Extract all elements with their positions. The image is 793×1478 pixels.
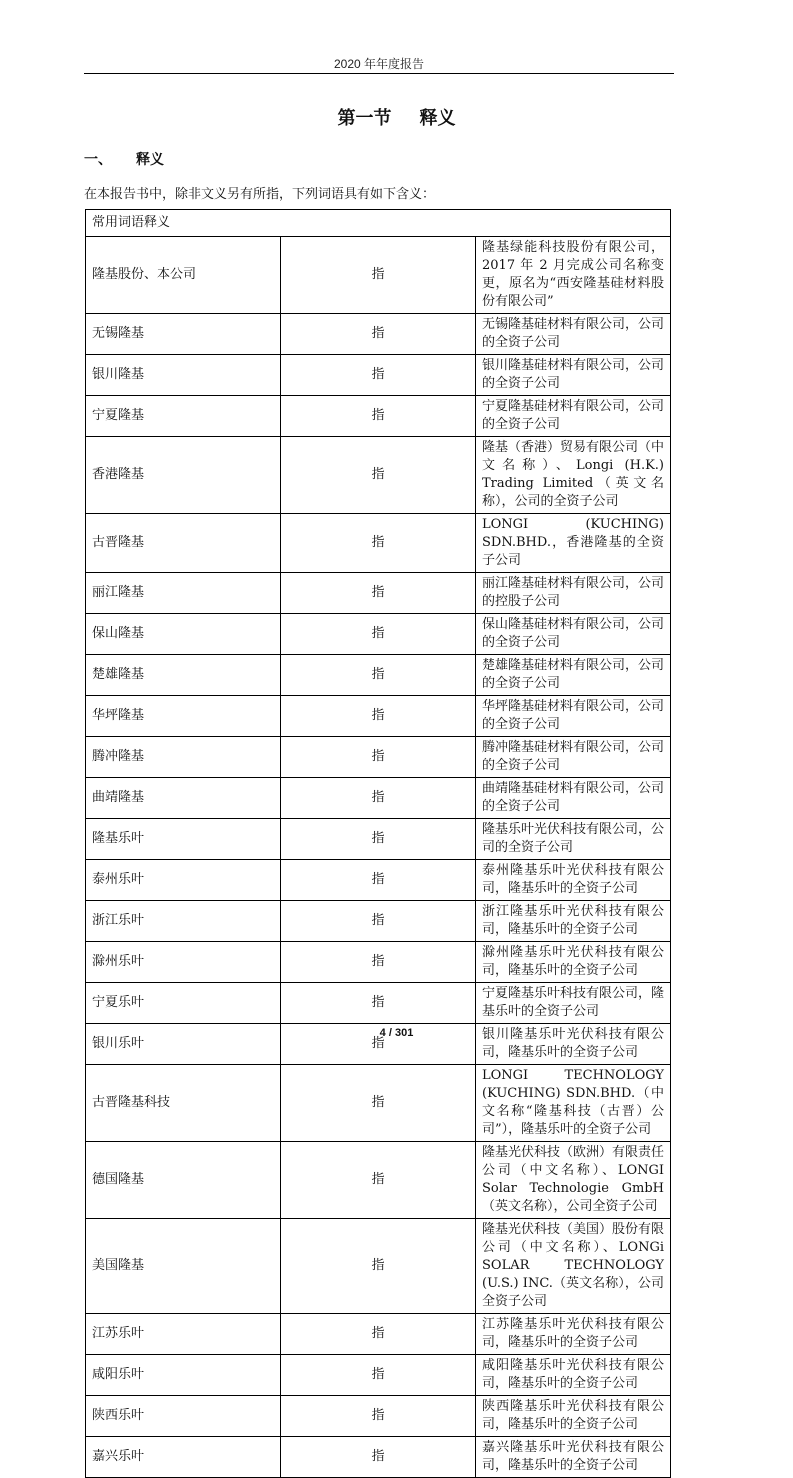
term-cell: 隆基股份、本公司 [86, 237, 281, 314]
table-row [86, 514, 671, 573]
term-cell: 滁州乐叶 [86, 942, 281, 983]
term-cell: 美国隆基 [86, 1219, 281, 1314]
definition-cell: 银川隆基硅材料有限公司，公司的全资子公司 [476, 355, 671, 396]
section-title [0, 104, 793, 130]
term-cell: 银川乐叶 [86, 1024, 281, 1065]
term-cell: 丽江隆基 [86, 573, 281, 614]
table-row [86, 942, 671, 983]
term-cell: 保山隆基 [86, 614, 281, 655]
definitions-table [85, 209, 671, 1478]
term-cell: 古晋隆基科技 [86, 1065, 281, 1142]
refers-cell: 指 [281, 1355, 476, 1396]
table-row [86, 819, 671, 860]
table-row [86, 437, 671, 514]
definition-cell: 隆基乐叶光伏科技有限公司，公司的全资子公司 [476, 819, 671, 860]
definition-cell: 江苏隆基乐叶光伏科技有限公司，隆基乐叶的全资子公司 [476, 1314, 671, 1355]
refers-cell: 指 [281, 901, 476, 942]
definition-cell: 隆基光伏科技（美国）股份有限公司（中文名称）、LONGi SOLAR TECHNOLOGY (U.S.) INC.（英文名称），公司全资子公司 [476, 1219, 671, 1314]
refers-cell: 指 [281, 1219, 476, 1314]
table-row [86, 237, 671, 314]
table-row [86, 614, 671, 655]
table-row [86, 1314, 671, 1355]
definition-cell: 宁夏隆基硅材料有限公司，公司的全资子公司 [476, 396, 671, 437]
term-cell: 江苏乐叶 [86, 1314, 281, 1355]
table-row [86, 655, 671, 696]
table-row [86, 1437, 671, 1478]
refers-cell: 指 [281, 942, 476, 983]
term-cell: 嘉兴乐叶 [86, 1437, 281, 1478]
term-cell: 曲靖隆基 [86, 778, 281, 819]
subsection-name: 释义 [136, 152, 164, 168]
table-row [86, 1396, 671, 1437]
definition-cell: 隆基光伏科技（欧洲）有限责任公司（中文名称）、LONGI Solar Technologie GmbH（英文名称），公司全资子公司 [476, 1142, 671, 1219]
refers-cell: 指 [281, 1314, 476, 1355]
term-cell: 泰州乐叶 [86, 860, 281, 901]
term-cell: 浙江乐叶 [86, 901, 281, 942]
table-row [86, 1065, 671, 1142]
term-cell: 古晋隆基 [86, 514, 281, 573]
refers-cell: 指 [281, 614, 476, 655]
definition-cell: 宁夏隆基乐叶科技有限公司，隆基乐叶的全资子公司 [476, 983, 671, 1024]
table-row [86, 1355, 671, 1396]
definition-cell: 腾冲隆基硅材料有限公司，公司的全资子公司 [476, 737, 671, 778]
definition-cell: 嘉兴隆基乐叶光伏科技有限公司，隆基乐叶的全资子公司 [476, 1437, 671, 1478]
definition-cell: 无锡隆基硅材料有限公司，公司的全资子公司 [476, 314, 671, 355]
refers-cell: 指 [281, 737, 476, 778]
term-cell: 陕西乐叶 [86, 1396, 281, 1437]
table-row [86, 860, 671, 901]
subsection-heading [84, 149, 164, 169]
refers-cell: 指 [281, 314, 476, 355]
term-cell: 香港隆基 [86, 437, 281, 514]
term-cell: 楚雄隆基 [86, 655, 281, 696]
refers-cell: 指 [281, 696, 476, 737]
definition-cell: 隆基（香港）贸易有限公司（中文名称）、Longi (H.K.) Trading Limited（英文名称），公司的全资子公司 [476, 437, 671, 514]
table-row [86, 573, 671, 614]
table-header: 常用词语释义 [86, 210, 671, 237]
term-cell: 华坪隆基 [86, 696, 281, 737]
refers-cell: 指 [281, 1024, 476, 1065]
header-divider [84, 73, 674, 74]
term-cell: 咸阳乐叶 [86, 1355, 281, 1396]
definition-cell: 陕西隆基乐叶光伏科技有限公司，隆基乐叶的全资子公司 [476, 1396, 671, 1437]
definition-cell: 曲靖隆基硅材料有限公司，公司的全资子公司 [476, 778, 671, 819]
term-cell: 宁夏乐叶 [86, 983, 281, 1024]
refers-cell: 指 [281, 1396, 476, 1437]
term-cell: 银川隆基 [86, 355, 281, 396]
page-number: 4 / 301 [379, 1027, 414, 1039]
refers-cell: 指 [281, 983, 476, 1024]
section-number: 第一节 [337, 108, 392, 129]
definition-cell: 隆基绿能科技股份有限公司，2017 年 2 月完成公司名称变更，原名为“西安隆基硅材料股份有限公司” [476, 237, 671, 314]
refers-cell: 指 [281, 237, 476, 314]
table-row [86, 1219, 671, 1314]
section-name: 释义 [419, 108, 456, 129]
table-row [86, 696, 671, 737]
refers-cell: 指 [281, 1437, 476, 1478]
definition-cell: 保山隆基硅材料有限公司，公司的全资子公司 [476, 614, 671, 655]
refers-cell: 指 [281, 655, 476, 696]
refers-cell: 指 [281, 514, 476, 573]
refers-cell: 指 [281, 778, 476, 819]
refers-cell: 指 [281, 1142, 476, 1219]
table-row [86, 778, 671, 819]
refers-cell: 指 [281, 355, 476, 396]
intro-text: 在本报告书中，除非文义另有所指，下列词语具有如下含义： [84, 187, 436, 202]
term-cell: 隆基乐叶 [86, 819, 281, 860]
table-row [86, 355, 671, 396]
table-row [86, 1142, 671, 1219]
table-header-row [86, 210, 671, 237]
term-cell: 无锡隆基 [86, 314, 281, 355]
term-cell: 宁夏隆基 [86, 396, 281, 437]
definition-cell: 华坪隆基硅材料有限公司，公司的全资子公司 [476, 696, 671, 737]
refers-cell: 指 [281, 437, 476, 514]
definition-cell: 浙江隆基乐叶光伏科技有限公司，隆基乐叶的全资子公司 [476, 901, 671, 942]
subsection-number: 一、 [84, 152, 112, 168]
refers-cell: 指 [281, 860, 476, 901]
definition-cell: 银川隆基乐叶光伏科技有限公司，隆基乐叶的全资子公司 [476, 1024, 671, 1065]
definition-cell: 咸阳隆基乐叶光伏科技有限公司，隆基乐叶的全资子公司 [476, 1355, 671, 1396]
term-cell: 腾冲隆基 [86, 737, 281, 778]
definition-cell: 楚雄隆基硅材料有限公司，公司的全资子公司 [476, 655, 671, 696]
refers-cell: 指 [281, 1065, 476, 1142]
term-cell: 德国隆基 [86, 1142, 281, 1219]
table-row [86, 314, 671, 355]
definition-cell: LONGI (KUCHING) SDN.BHD.，香港隆基的全资子公司 [476, 514, 671, 573]
table-row [86, 737, 671, 778]
table-row [86, 983, 671, 1024]
refers-cell: 指 [281, 396, 476, 437]
page-header: 2020 年年度报告 [333, 57, 425, 71]
definition-cell: 滁州隆基乐叶光伏科技有限公司，隆基乐叶的全资子公司 [476, 942, 671, 983]
definition-cell: LONGI TECHNOLOGY (KUCHING) SDN.BHD.（中文名称“隆基科技（古晋）公司”），隆基乐叶的全资子公司 [476, 1065, 671, 1142]
definition-cell: 丽江隆基硅材料有限公司，公司的控股子公司 [476, 573, 671, 614]
definition-cell: 泰州隆基乐叶光伏科技有限公司，隆基乐叶的全资子公司 [476, 860, 671, 901]
table-row [86, 396, 671, 437]
table-row [86, 901, 671, 942]
refers-cell: 指 [281, 819, 476, 860]
refers-cell: 指 [281, 573, 476, 614]
